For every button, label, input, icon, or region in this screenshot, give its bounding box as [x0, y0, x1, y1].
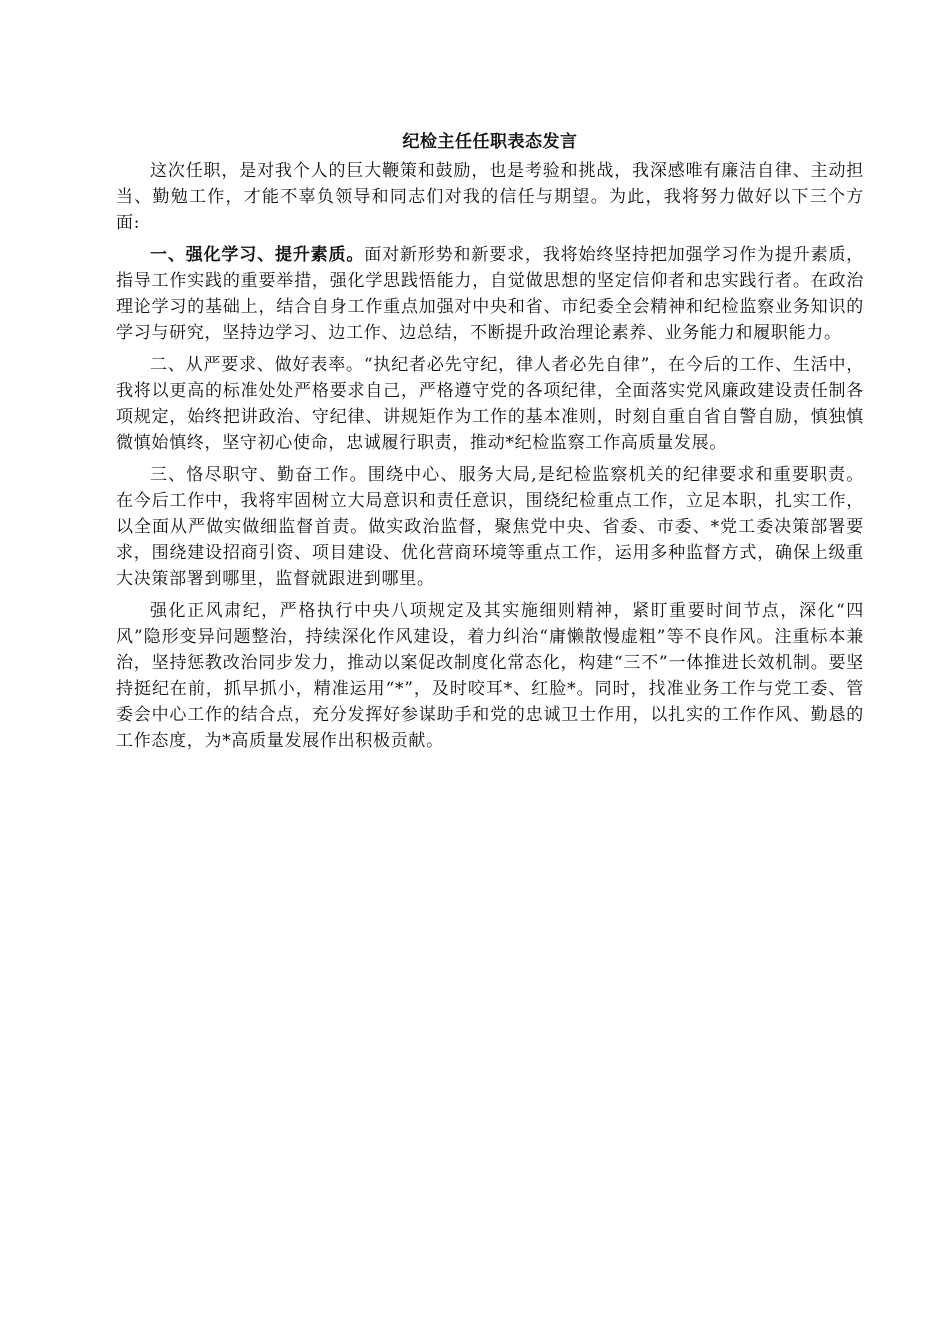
section-4-paragraph: 强化正风肃纪，严格执行中央八项规定及其实施细则精神，紧盯重要时间节点，深化“四风”隐形变异问题整治，持续深化作风建设，着力纠治“庸懒散慢虚粗”等不良作风。注重标本兼治，坚持惩教改治同步发力，推动以案促改制度化常态化，构建“三不”一体推进长效机制。要坚持挺纪在前，抓早抓小，精准运用“*”，及时咬耳*、红脸*。同时，找准业务工作与党工委、管委会中心工作的结合点，充分发挥好参谋助手和党的忠诚卫士作用，以扎实的工作作风、勤恳的工作态度，为*高质量发展作出积极贡献。 — [116, 601, 864, 751]
section-1-paragraph — [116, 242, 864, 346]
document-title: 纪检主任任职表态发言 — [402, 132, 578, 152]
section-1-heading: 一、强化学习、提升素质。 — [150, 245, 365, 265]
section-1-body: 面对新形势和新要求，我将始终坚持把加强学习作为提升素质，指导工作实践的重要举措，强化学思践悟能力，自觉做思想的坚定信仰者和忠实践行者。在政治理论学习的基础上，结合自身工作重点加强对中央和省、市纪委全会精神和纪检监察业务知识的学习与研究，坚持边学习、边工作、边总结，不断提升政治理论素养、业务能力和履职能力。 — [116, 245, 864, 343]
document-page — [116, 132, 864, 760]
section-3-paragraph: 三、恪尽职守、勤奋工作。围绕中心、服务大局,是纪检监察机关的纪律要求和重要职责。在今后工作中，我将牢固树立大局意识和责任意识，围绕纪检重点工作，立足本职，扎实工作，以全面从严做实做细监督首责。做实政治监督，聚焦党中央、省委、市委、*党工委决策部署要求，围绕建设招商引资、项目建设、优化营商环境等重点工作，运用多种监督方式，确保上级重大决策部署到哪里，监督就跟进到哪里。 — [116, 465, 864, 589]
intro-paragraph: 这次任职，是对我个人的巨大鞭策和鼓励，也是考验和挑战，我深感唯有廉洁自律、主动担当、勤勉工作，才能不辜负领导和同志们对我的信任与期望。为此，我将努力做好以下三个方面: — [116, 161, 864, 233]
section-2-paragraph: 二、从严要求、做好表率。“执纪者必先守纪，律人者必先自律”，在今后的工作、生活中，我将以更高的标准处处严格要求自己，严格遵守党的各项纪律，全面落实党风廉政建设责任制各项规定，始终把讲政治、守纪律、讲规矩作为工作的基本准则，时刻自重自省自警自励，慎独慎微慎始慎终，坚守初心使命，忠诚履行职责，推动*纪检监察工作高质量发展。 — [116, 355, 864, 453]
